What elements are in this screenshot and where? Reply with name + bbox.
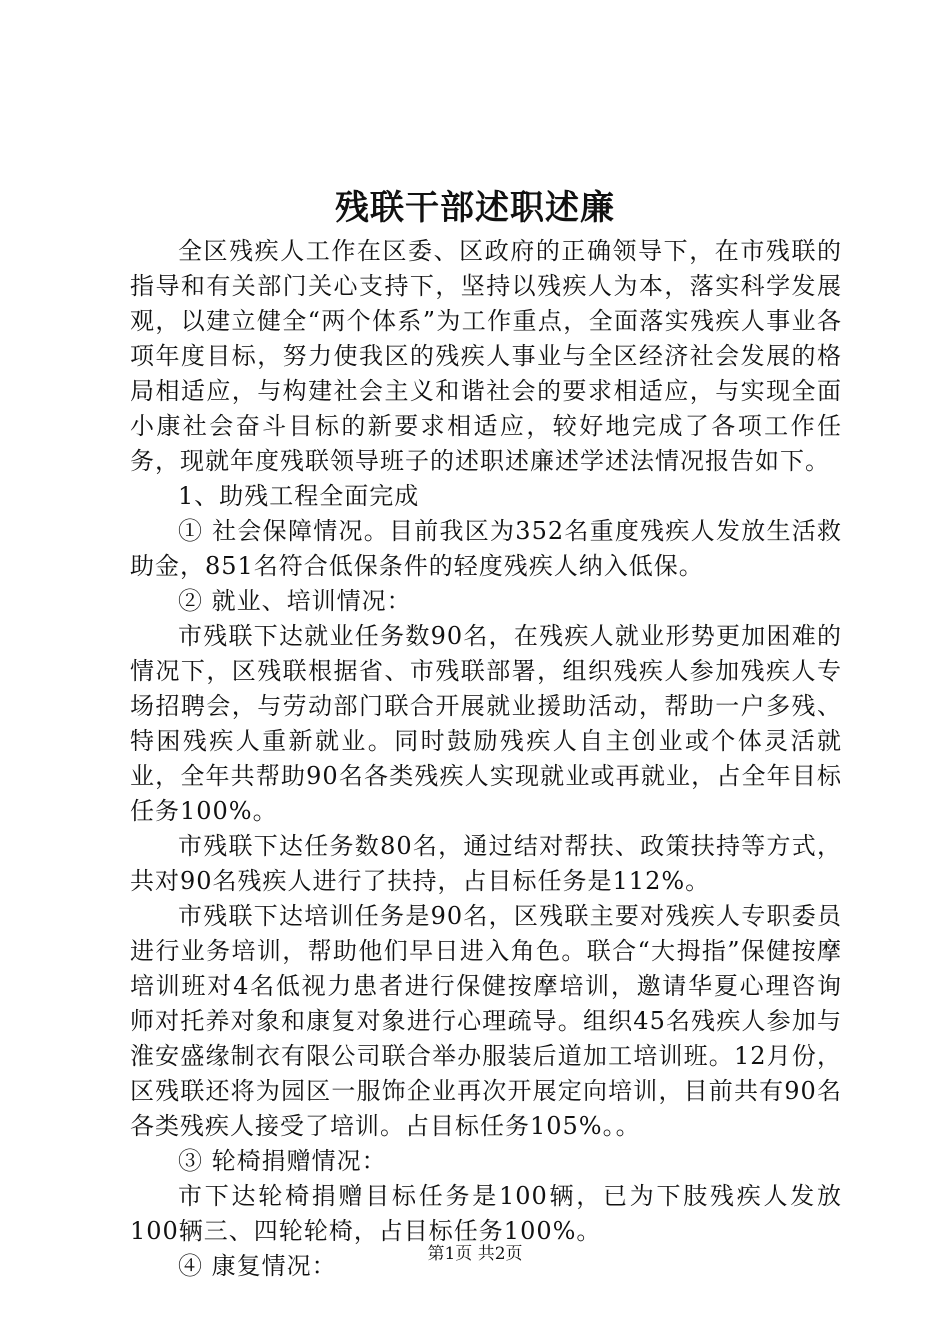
wheelchair-heading: ③ 轮椅捐赠情况： <box>178 1147 387 1175</box>
support-paragraph: 市残联下达任务数80名，通过结对帮扶、政策扶持等方式，共对90名残疾人进行了扶持，占目标任务是112%。 <box>130 832 842 895</box>
intro-paragraph: 全区残疾人工作在区委、区政府的正确领导下，在市残联的指导和有关部门关心支持下，坚持以残疾人为本，落实科学发展观，以建立健全“两个体系”为工作重点，全面落实残疾人事业各项年度目标，努力使我区的残疾人事业与全区经济社会发展的格局相适应，与构建社会主义和谐社会的要求相适应，与实现全面小康社会奋斗目标的新要求相适应，较好地完成了各项工作任务，现就年度残联领导班子的述职述廉述学述法情况报告如下。 <box>130 237 842 475</box>
employment-training-heading: ② 就业、培训情况： <box>178 587 412 615</box>
document-title: 残联干部述职述廉 <box>335 188 615 228</box>
section-heading: 1、助残工程全面完成 <box>178 482 420 510</box>
page-footer: 第1页 共2页 <box>427 1244 523 1264</box>
employment-paragraph: 市残联下达就业任务数90名，在残疾人就业形势更加困难的情况下，区残联根据省、市残联部署，组织残疾人参加残疾人专场招聘会，与劳动部门联合开展就业援助活动，帮助一户多残、特困残疾人重新就业。同时鼓励残疾人自主创业或个体灵活就业，全年共帮助90名各类残疾人实现就业或再就业，占全年目标任务100%。 <box>130 622 842 825</box>
rehabilitation-heading: ④ 康复情况： <box>178 1252 337 1280</box>
document-body <box>130 234 842 1284</box>
social-security-paragraph: ① 社会保障情况。目前我区为352名重度残疾人发放生活救助金，851名符合低保条件的轻度残疾人纳入低保。 <box>130 517 842 580</box>
training-paragraph: 市残联下达培训任务是90名，区残联主要对残疾人专职委员进行业务培训，帮助他们早日进入角色。联合“大拇指”保健按摩培训班对4名低视力患者进行保健按摩培训，邀请华夏心理咨询师对托养对象和康复对象进行心理疏导。组织45名残疾人参加与淮安盛缘制衣有限公司联合举办服装后道加工培训班。12月份，区残联还将为园区一服饰企业再次开展定向培训，目前共有90名各类残疾人接受了培训。占目标任务105%。。 <box>130 902 842 1140</box>
wheelchair-paragraph: 市下达轮椅捐赠目标任务是100辆，已为下肢残疾人发放100辆三、四轮轮椅，占目标任务100%。 <box>130 1182 842 1245</box>
